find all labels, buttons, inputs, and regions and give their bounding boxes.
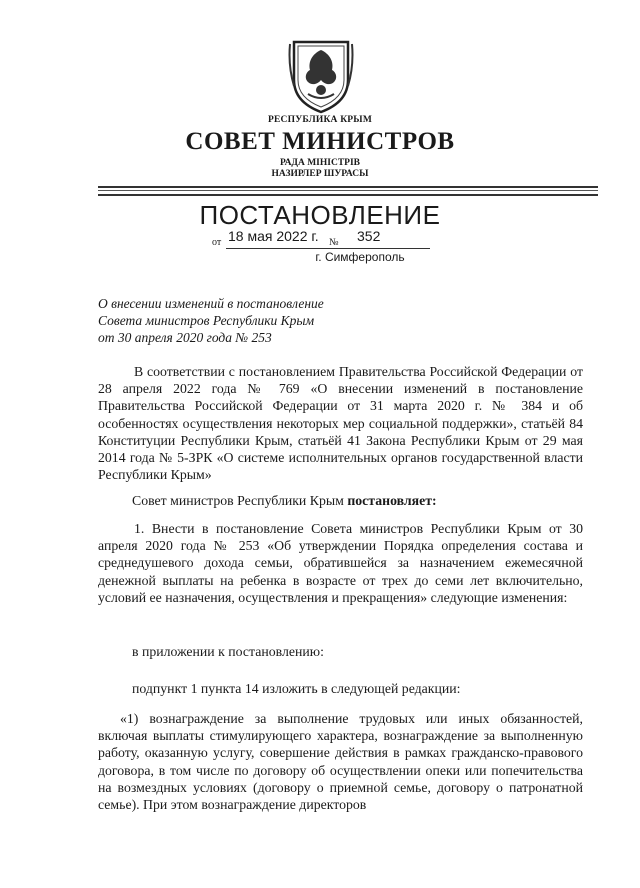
number-sign: №	[329, 237, 339, 248]
decree-subject	[98, 295, 398, 346]
decree-number: 352	[357, 228, 381, 244]
resolution-verb: постановляет:	[347, 493, 437, 508]
annex-paragraph: в приложении к постановлению:	[132, 644, 324, 659]
header-divider	[98, 194, 598, 196]
crimea-coat-of-arms-icon	[288, 36, 354, 116]
council-name-ukrainian: РАДА МІНІСТРІВ	[279, 158, 360, 168]
decree-title: ПОСТАНОВЛЕНИЕ	[199, 200, 441, 230]
new-wording-paragraph: «1) вознаграждение за выполнение трудовых или иных обязанностей, включая выплаты стимулирующего характера, вознаграждение за выполненную работу, оказанную услугу, совершение действия в рамках гражданско-правового договора, в том числе по договору об осуществлении опеки или попечительства на возмездных условиях (договору о приемной семье, договору о патронатной семье). При этом вознаграждение директоров	[98, 711, 583, 813]
republic-name: РЕСПУБЛИКА КРЫМ	[268, 115, 372, 125]
header-divider	[98, 190, 598, 191]
subject-line: Совета министров Республики Крым	[98, 313, 315, 328]
decree-date-line	[212, 228, 432, 250]
subject-line: от 30 апреля 2020 года № 253	[98, 330, 272, 345]
council-name: СОВЕТ МИНИСТРОВ	[185, 128, 455, 155]
date-prefix: от	[212, 237, 222, 248]
resolution-paragraph	[98, 492, 583, 509]
subject-line: О внесении изменений в постановление	[98, 296, 324, 311]
header-divider	[98, 186, 598, 188]
item-1-paragraph: 1. Внести в постановление Совета министров Республики Крым от 30 апреля 2020 года № 253 «Об утверждении Порядка определения состава и среднедушевого дохода семьи, обратившейся за назначением ежемесячной денежной выплаты на ребенка в возрасте от трех до семи лет включительно, условий ее назначения, осуществления и прекращения» следующие изменения:	[98, 521, 583, 605]
decree-date: 18 мая 2022 г.	[228, 228, 319, 244]
date-underline	[226, 248, 430, 249]
preamble-paragraph: В соответствии с постановлением Правительства Российской Федерации от 28 апреля 2022 года № 769 «О внесении изменений в постановление Правительства Российской Федерации от 31 марта 2020 г. № 384 и об особенностях осуществления некоторых мер социальной поддержки», статьёй 84 Конституции Республики Крым, статьёй 41 Закона Республики Крым от 29 мая 2014 года № 5-ЗРК «О системе исполнительных органов государственной власти Республики Крым»	[98, 364, 583, 483]
subpoint-paragraph: подпункт 1 пункта 14 изложить в следующей редакции:	[132, 681, 461, 696]
council-name-crimean-tatar: НАЗИРЛЕР ШУРАСЫ	[271, 169, 369, 179]
decree-city: г. Симферополь	[315, 250, 405, 264]
resolution-text: Совет министров Республики Крым	[132, 493, 348, 508]
